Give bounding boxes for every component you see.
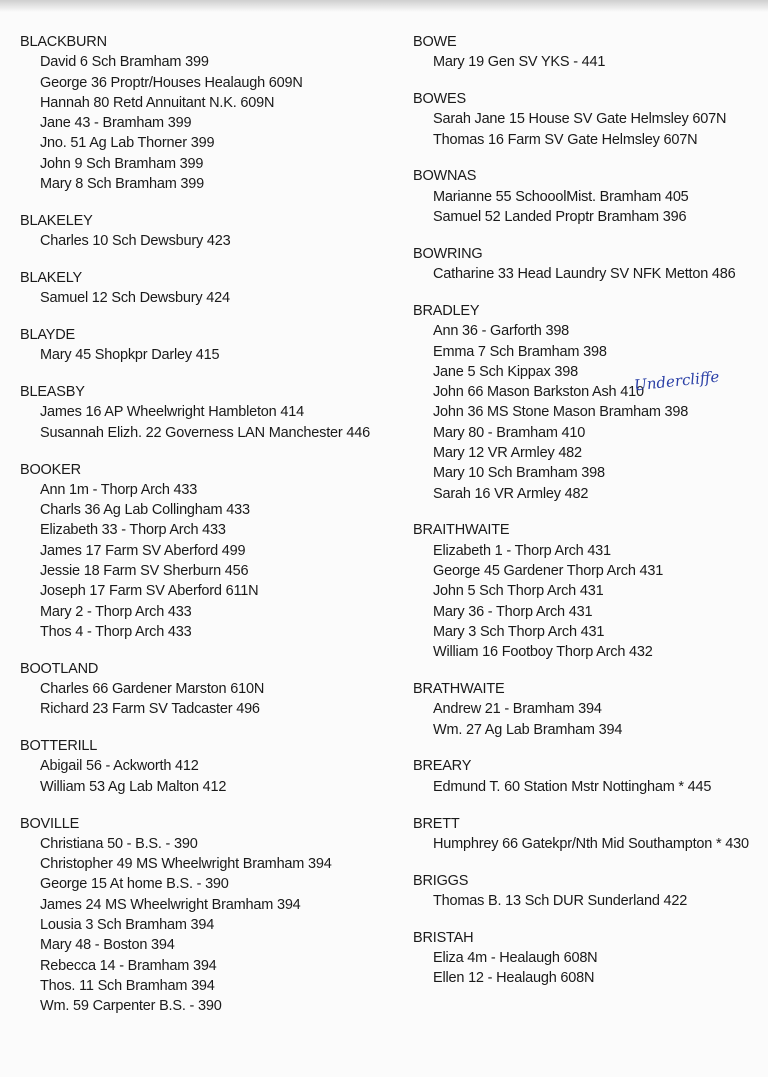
surname-group — [20, 814, 390, 1017]
entry-line: Charles 66 Gardener Marston 610N — [40, 681, 265, 698]
entry-line: Charls 36 Ag Lab Collingham 433 — [40, 502, 250, 519]
entry-line: George 36 Proptr/Houses Healaugh 609N — [40, 74, 303, 91]
surname-group — [413, 89, 758, 150]
entry-line: Mary 8 Sch Bramham 399 — [40, 176, 205, 193]
entry-line: John 66 Mason Barkston Ash 410 — [433, 384, 644, 401]
surname-group — [20, 268, 390, 309]
entry-line: Ann 1m - Thorp Arch 433 — [40, 481, 198, 498]
surname-group — [20, 32, 390, 194]
entry-line: Christiana 50 - B.S. - 390 — [40, 835, 198, 852]
surname-heading: BOWE — [413, 34, 457, 50]
entry-line: Samuel 12 Sch Dewsbury 424 — [40, 290, 230, 307]
entry-line: James 24 MS Wheelwright Bramham 394 — [40, 896, 301, 913]
surname-group — [413, 520, 758, 662]
entry-line: Wm. 27 Ag Lab Bramham 394 — [433, 721, 623, 738]
surname-heading: BRATHWAITE — [413, 681, 505, 698]
surname-group — [413, 301, 758, 504]
surname-group — [413, 679, 758, 740]
surname-group — [413, 244, 758, 285]
surname-group — [20, 460, 390, 643]
surname-group — [20, 325, 390, 366]
left-column — [20, 32, 390, 1033]
entry-line: Elizabeth 1 - Thorp Arch 431 — [433, 542, 611, 559]
entry-line: Abigail 56 - Ackworth 412 — [40, 758, 199, 775]
entry-line: Marianne 55 SchooolMist. Bramham 405 — [433, 188, 689, 205]
entry-line: Catharine 33 Head Laundry SV NFK Metton 486 — [433, 266, 736, 283]
surname-group — [413, 756, 758, 797]
surname-heading: BLAKELEY — [20, 212, 93, 229]
surname-heading: BRETT — [413, 815, 460, 832]
entry-line: Thos 4 - Thorp Arch 433 — [40, 623, 192, 640]
surname-group — [413, 928, 758, 989]
entry-line: George 45 Gardener Thorp Arch 431 — [433, 563, 664, 580]
surname-heading: BOOKER — [20, 461, 81, 478]
surname-heading: BOWRING — [413, 245, 483, 262]
surname-heading: BRAITHWAITE — [413, 522, 510, 539]
surname-heading: BRIGGS — [413, 872, 469, 889]
entry-line: Thomas B. 13 Sch DUR Sunderland 422 — [433, 892, 688, 909]
entry-line: Edmund T. 60 Station Mstr Nottingham * 445 — [433, 778, 712, 795]
entry-line: Charles 10 Sch Dewsbury 423 — [40, 233, 231, 250]
entry-line: Lousia 3 Sch Bramham 394 — [40, 916, 215, 933]
entry-line: Richard 23 Farm SV Tadcaster 496 — [40, 701, 260, 718]
surname-heading: BREARY — [413, 758, 472, 775]
surname-group — [20, 382, 390, 443]
surname-group — [413, 32, 758, 73]
entry-line: Mary 45 Shopkpr Darley 415 — [40, 347, 220, 364]
surname-heading: BOWNAS — [413, 168, 477, 185]
right-column — [413, 32, 758, 1005]
entry-line: James 16 AP Wheelwright Hambleton 414 — [40, 404, 304, 421]
entry-line: David 6 Sch Bramham 399 — [40, 54, 209, 71]
entry-line: Mary 2 - Thorp Arch 433 — [40, 603, 192, 620]
surname-heading: BLACKBURN — [20, 34, 107, 50]
entry-line: Andrew 21 - Bramham 394 — [433, 701, 602, 718]
surname-group — [413, 871, 758, 912]
entry-line: Hannah 80 Retd Annuitant N.K. 609N — [40, 94, 275, 111]
entry-line: Susannah Elizh. 22 Governess LAN Manchester 446 — [40, 424, 370, 441]
entry-line: Ann 36 - Garforth 398 — [433, 323, 570, 340]
surname-heading: BOTTERILL — [20, 738, 98, 755]
entry-line: Jane 43 - Bramham 399 — [40, 115, 192, 132]
surname-heading: BOWES — [413, 91, 466, 108]
entry-line: Mary 36 - Thorp Arch 431 — [433, 603, 593, 620]
entry-line: Rebecca 14 - Bramham 394 — [40, 957, 217, 974]
entry-line: Jane 5 Sch Kippax 398 — [433, 363, 578, 380]
surname-group — [20, 736, 390, 797]
entry-line: Sarah Jane 15 House SV Gate Helmsley 607N — [433, 111, 727, 128]
surname-group — [413, 814, 758, 855]
surname-group — [20, 659, 390, 720]
entry-line: Thos. 11 Sch Bramham 394 — [40, 977, 215, 994]
entry-line: Jno. 51 Ag Lab Thorner 399 — [40, 135, 215, 152]
surname-heading: BLEASBY — [20, 384, 85, 401]
entry-line: Mary 10 Sch Bramham 398 — [433, 465, 605, 482]
entry-line: Samuel 52 Landed Proptr Bramham 396 — [433, 209, 687, 226]
entry-line: Emma 7 Sch Bramham 398 — [433, 343, 607, 360]
surname-heading: BOVILLE — [20, 815, 80, 832]
entry-line: Mary 12 VR Armley 482 — [433, 445, 582, 462]
entry-line: John 5 Sch Thorp Arch 431 — [433, 583, 604, 600]
entry-line: Eliza 4m - Healaugh 608N — [433, 949, 598, 966]
entry-line: Mary 48 - Boston 394 — [40, 937, 175, 954]
surname-heading: BOOTLAND — [20, 660, 99, 677]
entry-line: Humphrey 66 Gatekpr/Nth Mid Southampton * 430 — [433, 835, 749, 852]
entry-line: John 36 MS Stone Mason Bramham 398 — [433, 404, 689, 421]
entry-line: William 16 Footboy Thorp Arch 432 — [433, 644, 653, 661]
entry-line: Mary 80 - Bramham 410 — [433, 424, 586, 441]
entry-line: Elizabeth 33 - Thorp Arch 433 — [40, 522, 226, 539]
handwritten-note: Undercliffe — [633, 367, 721, 395]
entry-line: Joseph 17 Farm SV Aberford 611N — [40, 583, 259, 600]
entry-line: Christopher 49 MS Wheelwright Bramham 394 — [40, 856, 332, 873]
entry-line: John 9 Sch Bramham 399 — [40, 155, 204, 172]
entry-line: George 15 At home B.S. - 390 — [40, 876, 229, 893]
surname-heading: BLAKELY — [20, 269, 83, 286]
entry-line: Wm. 59 Carpenter B.S. - 390 — [40, 998, 222, 1015]
entry-line: Jessie 18 Farm SV Sherburn 456 — [40, 563, 249, 580]
entry-line: Mary 3 Sch Thorp Arch 431 — [433, 623, 605, 640]
surname-group — [413, 166, 758, 227]
entry-line: Sarah 16 VR Armley 482 — [433, 485, 589, 502]
surname-heading: BRISTAH — [413, 929, 474, 946]
entry-line: Ellen 12 - Healaugh 608N — [433, 970, 595, 987]
entry-line: Thomas 16 Farm SV Gate Helmsley 607N — [433, 131, 698, 148]
surname-heading: BLAYDE — [20, 327, 75, 344]
entry-line: James 17 Farm SV Aberford 499 — [40, 542, 246, 559]
surname-group — [20, 211, 390, 252]
entry-line: William 53 Ag Lab Malton 412 — [40, 778, 227, 795]
entry-line: Mary 19 Gen SV YKS - 441 — [433, 54, 606, 71]
surname-heading: BRADLEY — [413, 302, 480, 319]
scan-top-edge — [0, 0, 768, 12]
